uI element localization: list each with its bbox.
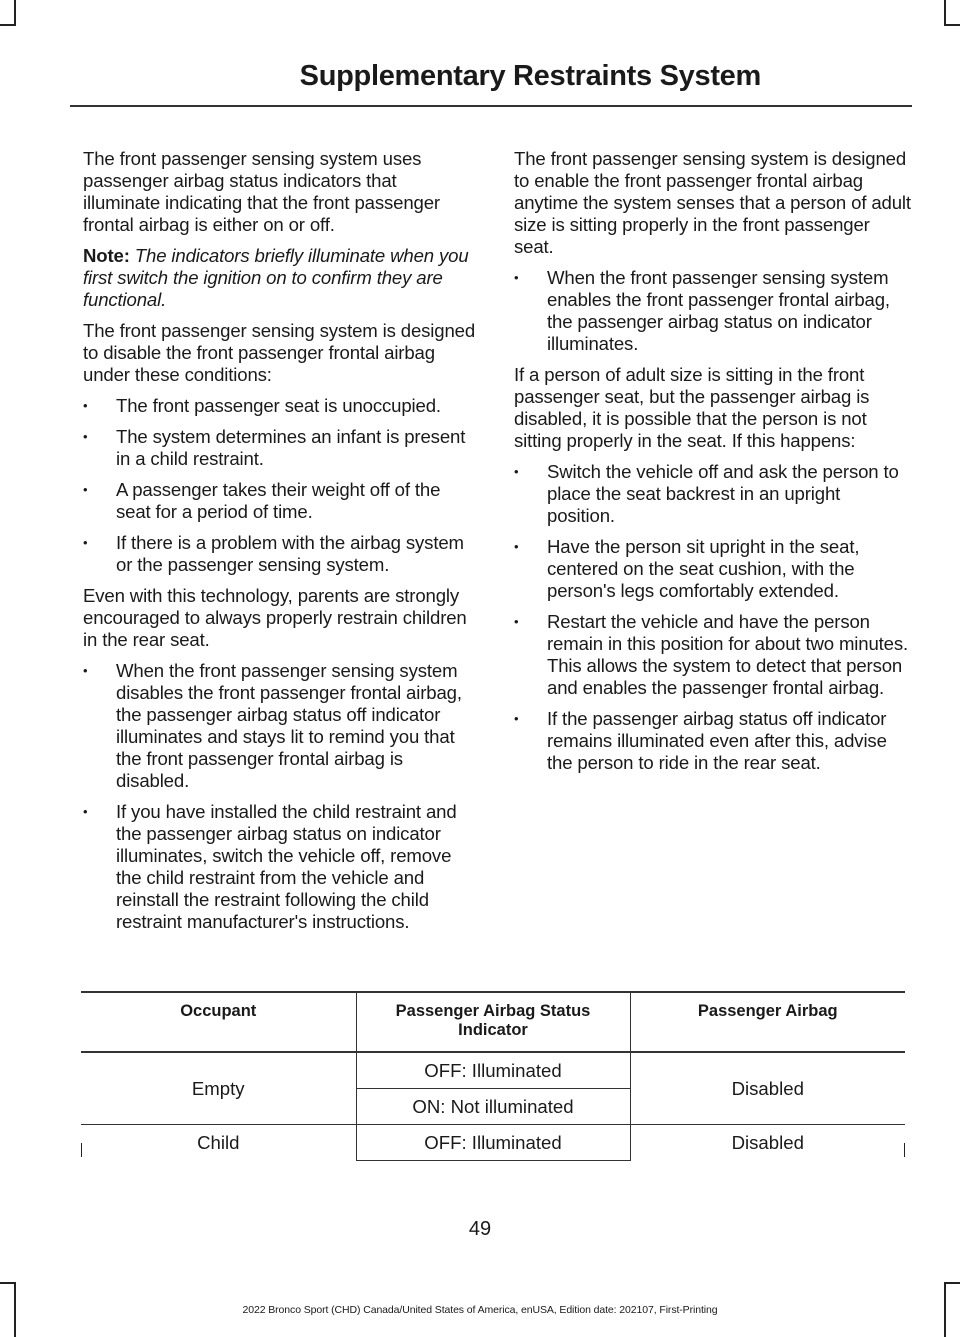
column-header-occupant: Occupant bbox=[81, 992, 356, 1052]
table bbox=[81, 991, 905, 1161]
list-item bbox=[83, 660, 478, 792]
right-column bbox=[514, 148, 911, 783]
list-item bbox=[83, 801, 478, 933]
list-item-text: • When the front passenger sensing system disables the front passenger frontal airbag, the passenger airbag status off indicator illuminates and stays lit to remind you that the front passenger frontal airbag is disabled. bbox=[116, 660, 462, 791]
table-header-row bbox=[81, 992, 905, 1052]
paragraph: The front passenger sensing system is designed to enable the front passenger frontal airbag anytime the system senses that a person of adult size is sitting properly in the front passenger seat. bbox=[514, 148, 911, 257]
bullet-list bbox=[514, 267, 911, 355]
list-item bbox=[514, 536, 911, 602]
column-header-indicator: Passenger Airbag Status Indicator bbox=[356, 992, 630, 1052]
list-item-text: • A passenger takes their weight off of the seat for a period of time. bbox=[116, 479, 441, 522]
list-item-text: • Restart the vehicle and have the person remain in this position for about two minutes. This allows the system to detect that person and enables the passenger frontal airbag. bbox=[547, 611, 909, 698]
bullet-list bbox=[83, 660, 478, 933]
cell-indicator: OFF: Illuminated bbox=[356, 1052, 630, 1089]
crop-mark bbox=[944, 24, 960, 26]
note bbox=[83, 245, 478, 311]
note-label: Note: bbox=[83, 245, 130, 266]
list-item bbox=[83, 479, 478, 523]
page-title: Supplementary Restraints System bbox=[299, 60, 761, 92]
table-edge-mark bbox=[81, 1143, 82, 1157]
table-row bbox=[81, 1125, 905, 1161]
header-divider bbox=[70, 105, 912, 107]
list-item-text: • The system determines an infant is present in a child restraint. bbox=[116, 426, 466, 469]
cell-indicator: OFF: Illuminated bbox=[356, 1125, 630, 1161]
paragraph: Even with this technology, parents are strongly encouraged to always properly restrain children in the rear seat. bbox=[83, 585, 467, 650]
list-item bbox=[514, 267, 911, 355]
crop-mark bbox=[944, 1282, 960, 1284]
table-edge-mark bbox=[904, 1143, 905, 1157]
column-header-airbag: Passenger Airbag bbox=[630, 992, 905, 1052]
cell-airbag: Disabled bbox=[731, 1131, 804, 1153]
paragraph: The front passenger sensing system is designed to disable the front passenger frontal airbag under these conditions: bbox=[83, 320, 476, 385]
cell-airbag: Disabled bbox=[630, 1052, 905, 1125]
list-item-text: • Switch the vehicle off and ask the person to place the seat backrest in an upright position. bbox=[547, 461, 899, 526]
list-item bbox=[514, 611, 911, 699]
list-item-text: • If you have installed the child restraint and the passenger airbag status on indicator illuminates, switch the vehicle off, remove the child restraint from the vehicle and reinstall the restraint following the child restraint manufacturer's instructions. bbox=[116, 801, 457, 932]
list-item bbox=[83, 532, 478, 576]
cell-indicator: ON: Not illuminated bbox=[356, 1089, 630, 1125]
list-item-text: • If the passenger airbag status off indicator remains illuminated even after this, advise the person to ride in the rear seat. bbox=[547, 708, 887, 773]
list-item bbox=[514, 461, 911, 527]
page-number: 49 bbox=[468, 1218, 492, 1240]
crop-mark bbox=[944, 0, 946, 26]
crop-mark bbox=[0, 1282, 16, 1284]
crop-mark bbox=[14, 0, 16, 26]
cell-occupant: Child bbox=[197, 1131, 240, 1153]
list-item bbox=[83, 426, 478, 470]
list-item bbox=[514, 708, 911, 774]
left-column bbox=[83, 148, 478, 942]
paragraph: The front passenger sensing system uses passenger airbag status indicators that illuminate indicating that the front passenger frontal airbag is either on or off. bbox=[83, 148, 440, 235]
list-item-text: • When the front passenger sensing system enables the front passenger frontal airbag, the passenger airbag status on indicator illuminates. bbox=[547, 267, 890, 354]
list-item-text: • If there is a problem with the airbag system or the passenger sensing system. bbox=[116, 532, 464, 575]
crop-mark bbox=[0, 24, 16, 26]
paragraph: If a person of adult size is sitting in the front passenger seat, but the passenger airbag is disabled, it is possible that the person is not sitting properly in the seat. If this happens: bbox=[514, 364, 870, 451]
cell-occupant: Empty bbox=[81, 1052, 356, 1125]
bullet-list bbox=[83, 395, 478, 576]
list-item bbox=[83, 395, 478, 417]
note-text: The indicators briefly illuminate when you first switch the ignition on to confirm they are functional. bbox=[83, 245, 469, 310]
list-item-text: • The front passenger seat is unoccupied. bbox=[116, 395, 441, 416]
footer-edition-info: 2022 Bronco Sport (CHD) Canada/United States of America, enUSA, Edition date: 202107, First-Printing bbox=[242, 1304, 718, 1316]
list-item-text: • Have the person sit upright in the seat, centered on the seat cushion, with the person's legs comfortably extended. bbox=[547, 536, 860, 601]
table-row bbox=[81, 1052, 905, 1089]
airbag-status-table bbox=[81, 991, 905, 1161]
bullet-list bbox=[514, 461, 911, 774]
